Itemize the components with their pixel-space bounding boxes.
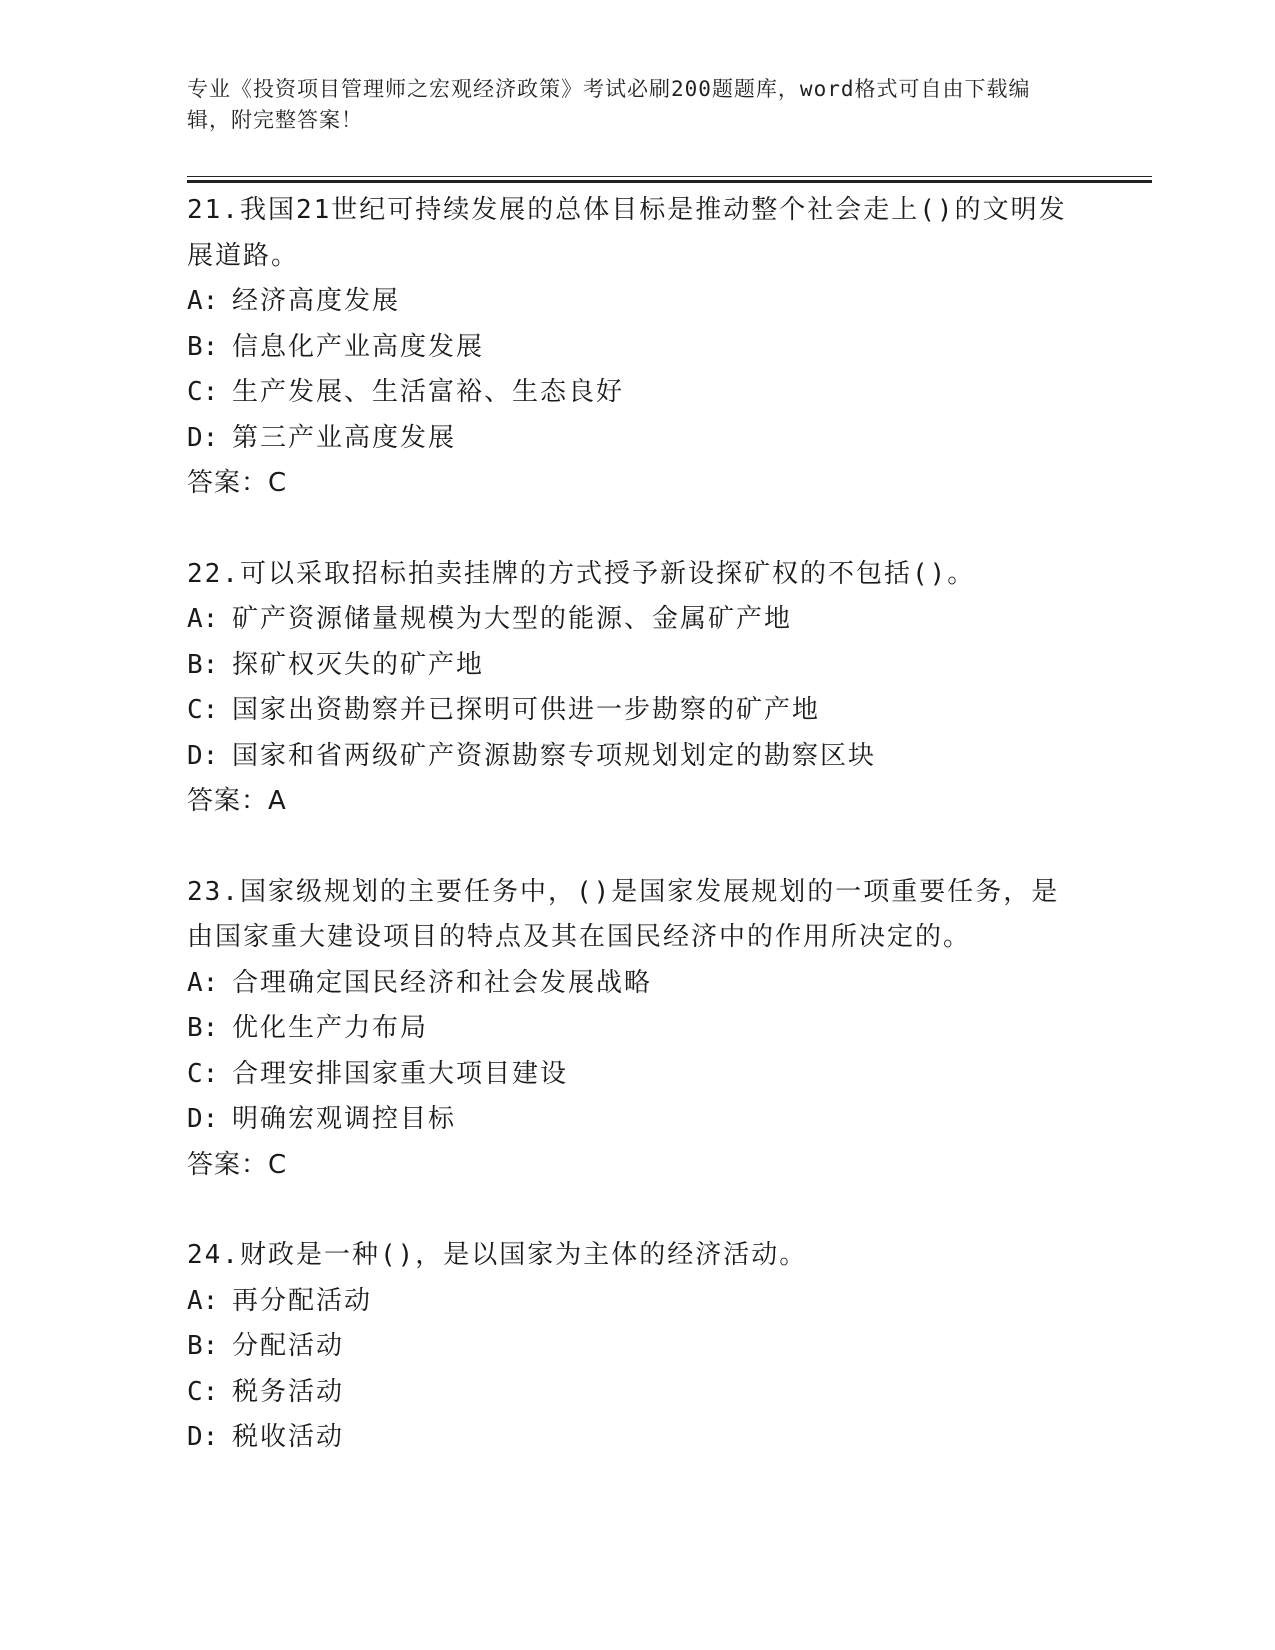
option-letter: D: [187, 1104, 219, 1134]
option-b [187, 1324, 1087, 1370]
answer-value: A [268, 786, 286, 816]
option-letter: C: [187, 377, 219, 407]
question-stem: 24.财政是一种()，是以国家为主体的经济活动。 [187, 1240, 808, 1270]
answer-label: 答案： [187, 786, 269, 816]
option-text: 再分配活动 [232, 1285, 373, 1316]
option-text: 合理确定国民经济和社会发展战略 [232, 967, 653, 998]
option-text: 合理安排国家重大项目建设 [232, 1058, 569, 1089]
document-header: 专业《投资项目管理师之宏观经济政策》考试必刷200题题库，word格式可自由下载编辑，附完整答案！ [187, 77, 1031, 132]
answer-line [187, 461, 1087, 507]
answer-label: 答案： [187, 468, 269, 498]
option-letter: B: [187, 649, 219, 680]
question-stem: 22.可以采取招标拍卖挂牌的方式授予新设探矿权的不包括()。 [187, 558, 976, 589]
option-c [187, 688, 1087, 734]
question-stem: 21.我国21世纪可持续发展的总体目标是推动整个社会走上()的文明发展道路。 [187, 195, 1067, 271]
question-22 [187, 552, 1087, 825]
question-21 [187, 188, 1087, 507]
option-b [187, 325, 1087, 371]
option-text: 生产发展、生活富裕、生态良好 [232, 377, 625, 407]
option-letter: B: [187, 1013, 219, 1043]
answer-value: C [268, 1149, 287, 1180]
option-a [187, 279, 1087, 325]
option-letter: B: [187, 331, 219, 362]
option-letter: A: [187, 1285, 219, 1316]
answer-label: 答案： [187, 1149, 269, 1180]
option-a [187, 961, 1087, 1007]
question-stem: 23.国家级规划的主要任务中，()是国家发展规划的一项重要任务，是由国家重大建设项目的特点及其在国民经济中的作用所决定的。 [187, 876, 1060, 952]
answer-line [187, 779, 1087, 825]
option-text: 信息化产业高度发展 [232, 331, 485, 362]
option-c [187, 370, 1087, 416]
option-letter: A: [187, 604, 219, 634]
option-text: 分配活动 [232, 1331, 345, 1361]
option-letter: A: [187, 967, 219, 998]
option-a [187, 1279, 1087, 1325]
option-text: 优化生产力布局 [232, 1013, 429, 1043]
option-d [187, 1415, 1087, 1461]
option-d [187, 416, 1087, 462]
header-rule-thick [187, 180, 1152, 183]
option-letter: C: [187, 1058, 219, 1089]
option-d [187, 1097, 1087, 1143]
option-text: 国家和省两级矿产资源勘察专项规划划定的勘察区块 [232, 740, 877, 771]
option-a [187, 597, 1087, 643]
option-text: 明确宏观调控目标 [232, 1104, 457, 1134]
option-text: 探矿权灭失的矿产地 [232, 649, 485, 680]
question-list [187, 188, 1087, 1506]
option-letter: D: [187, 422, 219, 453]
option-text: 第三产业高度发展 [232, 422, 457, 453]
option-c [187, 1052, 1087, 1098]
option-c [187, 1370, 1087, 1416]
header-rule-thin [187, 176, 1152, 177]
option-letter: D: [187, 1422, 219, 1452]
option-letter: B: [187, 1331, 219, 1361]
option-b [187, 1006, 1087, 1052]
option-text: 税务活动 [232, 1376, 345, 1407]
option-letter: C: [187, 695, 219, 725]
option-text: 税收活动 [232, 1422, 345, 1452]
option-d [187, 734, 1087, 780]
option-text: 国家出资勘察并已探明可供进一步勘察的矿产地 [232, 695, 821, 725]
option-letter: A: [187, 286, 219, 316]
question-24 [187, 1233, 1087, 1461]
option-text: 矿产资源储量规模为大型的能源、金属矿产地 [232, 604, 793, 634]
option-text: 经济高度发展 [232, 286, 401, 316]
option-letter: D: [187, 740, 219, 771]
answer-value: C [268, 468, 287, 498]
option-letter: C: [187, 1376, 219, 1407]
answer-line [187, 1143, 1087, 1189]
option-b [187, 643, 1087, 689]
question-23 [187, 870, 1087, 1189]
